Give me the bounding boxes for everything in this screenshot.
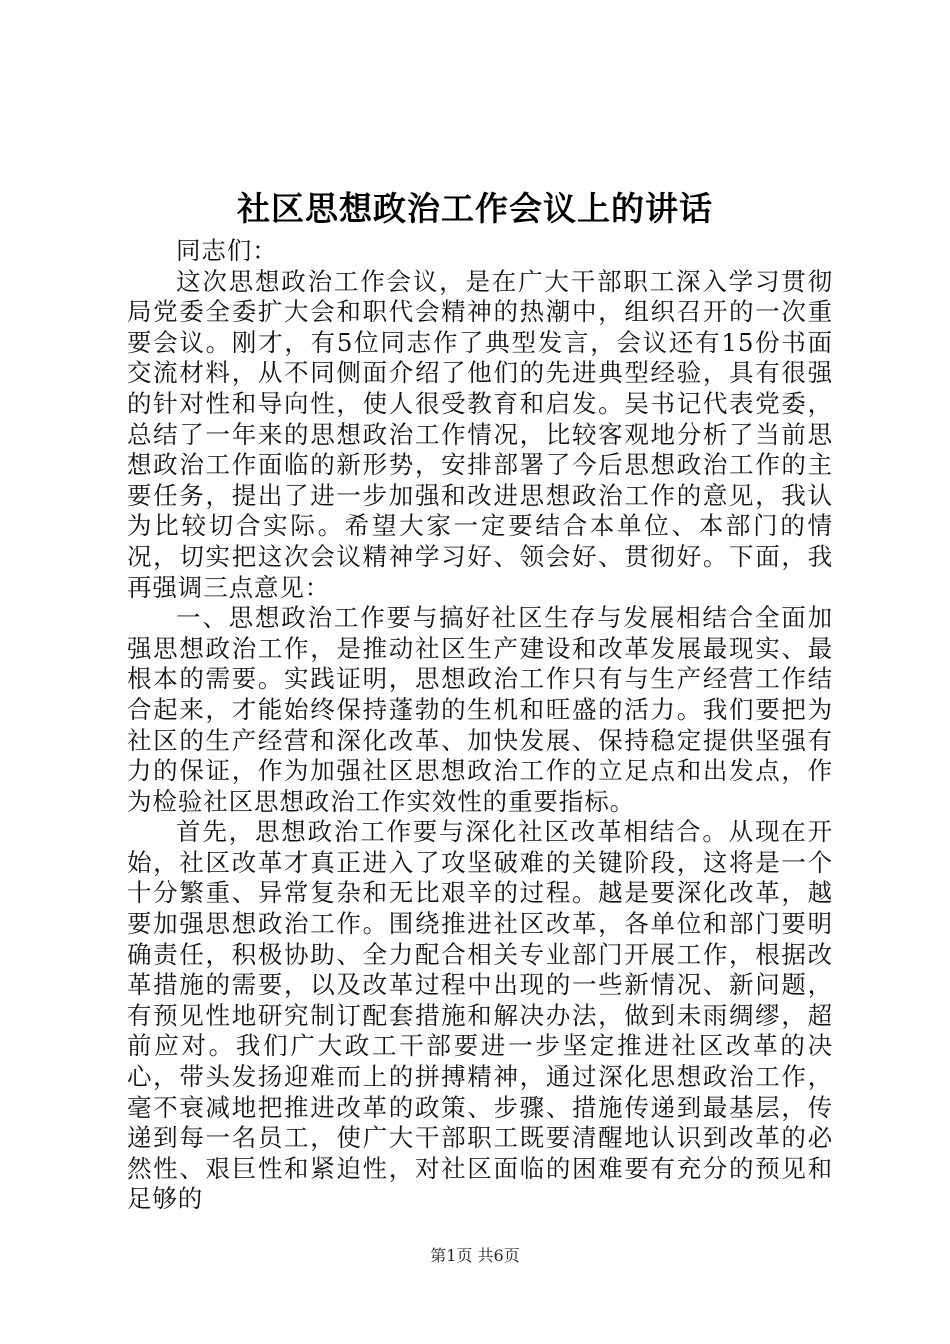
paragraph-intro: 这次思想政治工作会议，是在广大干部职工深入学习贯彻局党委全委扩大会和职代会精神的热潮中，组织召开的一次重要会议。刚才，有5位同志作了典型发言，会议还有15份书面交流材料，从不同侧面介绍了他们的先进典型经验，具有很强的针对性和导向性，使人很受教育和启发。吴书记代表党委，总结了一年来的思想政治工作情况，比较客观地分析了当前思想政治工作面临的新形势，安排部署了今后思想政治工作的主要任务，提出了进一步加强和改进思想政治工作的意见，我认为比较切合实际。希望大家一定要结合本单位、本部门的情况，切实把这次会议精神学习好、领会好、贯彻好。下面，我再强调三点意见： [127,266,833,602]
document-body [127,236,833,1215]
paragraph-point-one: 一、思想政治工作要与搞好社区生存与发展相结合全面加强思想政治工作，是推动社区生产建设和改革发展最现实、最根本的需要。实践证明，思想政治工作只有与生产经营工作结合起来，才能始终保持蓬勃的生机和旺盛的活力。我们要把为社区的生产经营和深化改革、加快发展、保持稳定提供坚强有力的保证，作为加强社区思想政治工作的立足点和出发点，作为检验社区思想政治工作实效性的重要指标。 [127,603,833,816]
page-number-footer: 第1页 共6页 [430,1246,520,1265]
document-title: 社区思想政治工作会议上的讲话 [237,189,713,228]
salutation: 同志们： [176,236,278,265]
paragraph-first: 首先，思想政治工作要与深化社区改革相结合。从现在开始，社区改革才真正进入了攻坚破难的关键阶段，这将是一个十分繁重、异常复杂和无比艰辛的过程。越是要深化改革，越要加强思想政治工作。围绕推进社区改革，各单位和部门要明确责任，积极协助、全力配合相关专业部门开展工作，根据改革措施的需要，以及改革过程中出现的一些新情况、新问题，有预见性地研究制订配套措施和解决办法，做到未雨绸缪，超前应对。我们广大政工干部要进一步坚定推进社区改革的决心，带头发扬迎难而上的拼搏精神，通过深化思想政治工作，毫不衰减地把推进改革的政策、步骤、措施传递到最基层，传递到每一名员工，使广大干部职工既要清醒地认识到改革的必然性、艰巨性和紧迫性，对社区面临的困难要有充分的预见和足够的 [127,817,833,1214]
